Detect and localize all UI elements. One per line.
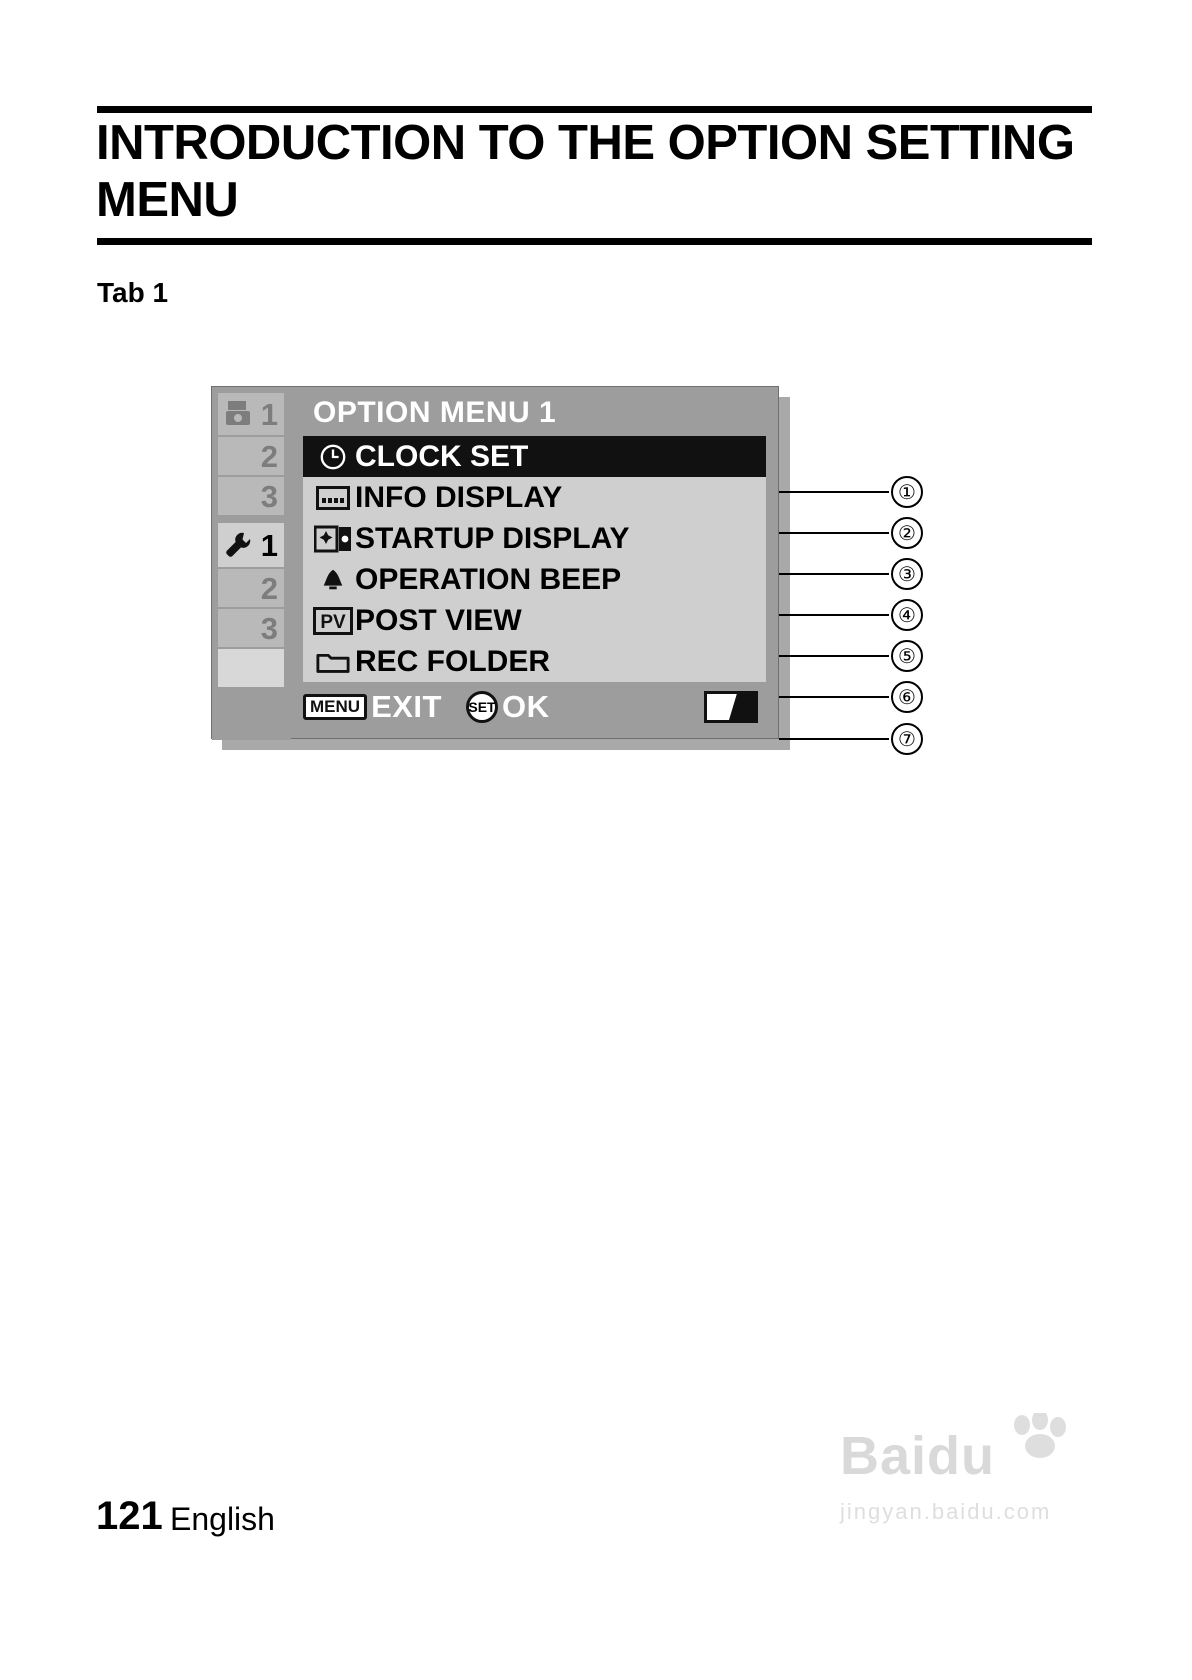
watermark-sub: jingyan.baidu.com (840, 1499, 1052, 1524)
tab-option-2[interactable] (218, 569, 284, 607)
callout-7 (779, 722, 923, 756)
page-language: English (170, 1501, 275, 1537)
pv-icon (311, 605, 355, 637)
callout-3 (779, 557, 923, 591)
tab-spacer (218, 649, 284, 687)
page-title: INTRODUCTION TO THE OPTION SETTING MENU (96, 116, 1075, 228)
battery-fill (729, 694, 755, 720)
paw-icon (1010, 1413, 1070, 1459)
menu-item-post-view[interactable] (303, 600, 766, 641)
watermark-main: Baidu (840, 1426, 996, 1486)
callout-number: ⑤ (891, 640, 923, 672)
menu-item-label: STARTUP DISPLAY (355, 521, 630, 555)
menu-item-label: CLOCK SET (355, 439, 529, 473)
startup-display-icon (311, 523, 355, 555)
menu-item-label: REC FOLDER (355, 644, 550, 678)
menu-item-operation-beep[interactable] (303, 559, 766, 600)
menu-item-label: OPERATION BEEP (355, 562, 622, 596)
menu-key-badge[interactable]: MENU (303, 694, 367, 720)
tab-option-3[interactable] (218, 609, 284, 647)
callout-number: ③ (891, 558, 923, 590)
callout-number: ④ (891, 599, 923, 631)
camera-lcd-screen (211, 386, 779, 739)
info-display-icon (311, 482, 355, 514)
callout-leader (779, 532, 889, 534)
callout-leader (779, 614, 889, 616)
lcd-footer-bar (303, 686, 766, 728)
option-menu-panel (291, 387, 778, 740)
tab-camera-1[interactable] (218, 393, 284, 435)
watermark (840, 1425, 1130, 1555)
exit-label[interactable]: EXIT (371, 689, 442, 724)
section-subheading: Tab 1 (97, 277, 169, 308)
menu-item-label: INFO DISPLAY (355, 480, 563, 514)
page-number: 121 (96, 1494, 163, 1538)
callout-leader (779, 738, 889, 740)
set-key-badge[interactable]: SET (466, 691, 498, 723)
menu-item-clock-set[interactable] (303, 436, 766, 477)
callout-1 (779, 475, 923, 509)
tab-label: 3 (260, 610, 278, 646)
tab-label: 1 (260, 396, 278, 432)
menu-item-startup-display[interactable] (303, 518, 766, 559)
ok-label[interactable]: OK (501, 689, 550, 724)
menu-item-label: POST VIEW (355, 603, 522, 637)
callout-number: ② (891, 517, 923, 549)
tab-camera-2[interactable] (218, 437, 284, 475)
wrench-icon (224, 530, 256, 560)
clock-icon (311, 441, 355, 473)
callout-number: ⑥ (891, 681, 923, 713)
menu-item-rec-folder[interactable] (303, 641, 766, 682)
svg-text:PV: PV (320, 611, 346, 633)
menu-title: OPTION MENU 1 (313, 396, 557, 429)
callout-5 (779, 639, 923, 673)
heading-rule-bottom (97, 238, 1092, 245)
heading-rule-top (97, 106, 1092, 113)
tab-label: 2 (260, 570, 278, 606)
callout-4 (779, 598, 923, 632)
callout-number: ⑦ (891, 723, 923, 755)
callout-number: ① (891, 476, 923, 508)
tab-label: 2 (260, 438, 278, 474)
tab-label: 3 (260, 478, 278, 514)
callout-leader (779, 491, 889, 493)
callout-leader (779, 696, 889, 698)
folder-icon (311, 646, 355, 678)
callout-leader (779, 655, 889, 657)
tab-option-1[interactable] (218, 523, 284, 567)
beep-icon (311, 564, 355, 596)
camera-icon (224, 399, 256, 429)
tab-label: 1 (260, 527, 278, 563)
callout-leader (779, 573, 889, 575)
tab-column (212, 387, 291, 740)
menu-item-info-display[interactable] (303, 477, 766, 518)
callout-6 (779, 680, 923, 714)
tab-camera-3[interactable] (218, 477, 284, 515)
callout-2 (779, 516, 923, 550)
battery-indicator-icon (704, 691, 758, 723)
